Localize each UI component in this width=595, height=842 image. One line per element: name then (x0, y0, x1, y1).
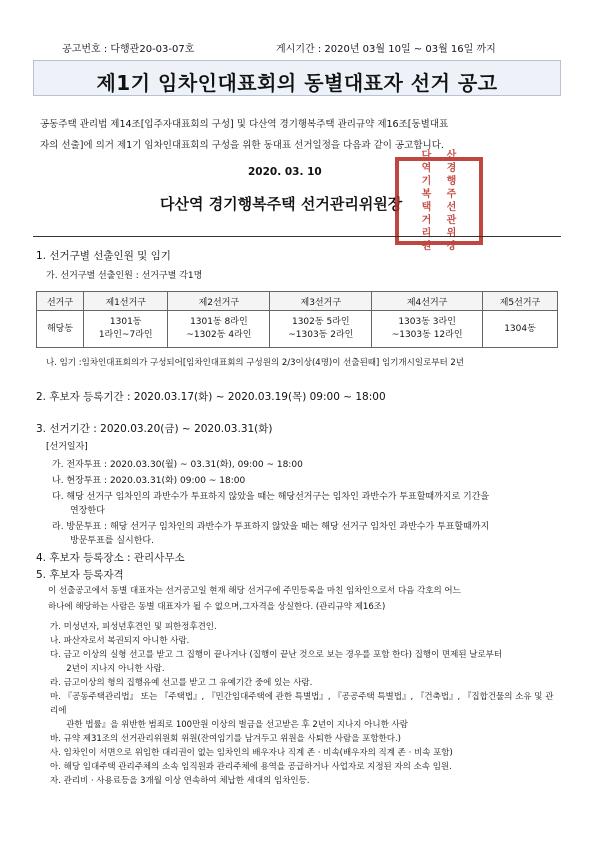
table-header: 제2선거구 (168, 292, 270, 311)
table-header: 제5선거구 (483, 292, 558, 311)
onsite-voting: 나. 현장투표 : 2020.03.31(화) 09:00 ~ 18:00 (52, 476, 246, 486)
list-item: 가. 미성년자, 피성년후견인 및 피한정후견인. (50, 622, 217, 632)
section-2-title: 2. 후보자 등록기간 : 2020.03.17(화) ~ 2020.03.19(목) 09:00 ~ 18:00 (36, 391, 386, 403)
section-3-title: 3. 선거기간 : 2020.03.20(금) ~ 2020.03.31(화) (36, 423, 273, 435)
table-header-row (37, 292, 558, 311)
cell-line: 1302동 5라인 (291, 317, 350, 327)
seal-char: 주 (446, 189, 457, 200)
electronic-voting: 가. 전자투표 : 2020.03.30(월) ~ 03.31(화), 09:00 ~ 18:00 (52, 460, 303, 470)
seal-char: 역 (421, 163, 432, 174)
section-4-title: 4. 후보자 등록장소 : 관리사무소 (36, 552, 185, 564)
qualification-para-1: 이 선출공고에서 동별 대표자는 선거공고일 현재 해당 선거구에 주민등록을 마친 임차인으로서 다음 각호의 어느 (48, 586, 461, 596)
list-item: 라. 금고이상의 형의 집행유예 선고를 받고 그 유예기간 중에 있는 사람. (50, 678, 313, 688)
divider (33, 236, 561, 237)
table-cell (270, 311, 372, 348)
cell-line: 1304동 (504, 323, 536, 334)
cell-line: ~1303동 2라인 (288, 330, 354, 340)
title-banner (33, 60, 561, 96)
cell-line: ~1302동 4라인 (186, 330, 252, 340)
section-1-item-na: 나. 임기 :임차인대표회의가 구성되어[임차인대표회의 구성원의 2/3이상(4명)이 선출된때] 임기개시일로부터 2년 (46, 358, 465, 368)
section-1-title: 1. 선거구별 선출인원 및 임기 (36, 250, 171, 262)
list-item: 자. 관리비 · 사용료등을 3개월 이상 연속하여 체납한 세대의 임차인등. (50, 776, 310, 786)
section-5-title: 5. 후보자 등록자격 (36, 569, 124, 581)
seal-char: 택 (421, 202, 432, 213)
notice-number: 공고번호 : 다행관20-03-07호 (62, 44, 195, 55)
seal-char: 산 (446, 150, 457, 161)
cell-line: 1라인~7라인 (98, 330, 153, 340)
cell-line: ~1303동 12라인 (391, 330, 463, 340)
page-title: 제1기 임차인대표회의 동별대표자 선거 공고 (96, 71, 498, 95)
qualification-para-2: 하나에 해당하는 사람은 동별 대표자가 될 수 없으며,그자격을 상실한다. (관리규약 제16조) (48, 602, 386, 612)
seal-char: 위 (446, 228, 457, 239)
list-item: 마. 『공동주택관리법』 또는 『주택법』, 『민간임대주택에 관한 특별법』, 『공공주택 특별법』, 『건축법』, 『집합건물의 소유 및 관리에 (50, 692, 554, 716)
seal-char: 리 (421, 228, 432, 239)
table-cell (84, 311, 168, 348)
seal-char: 행 (446, 176, 457, 187)
extension-rule-line-1: 다. 해당 선거구 임차인의 과반수가 투표하지 않았을 때는 해당선거구는 임차인 과반수가 투표할때까지로 기간을 (52, 492, 490, 502)
election-dates-label: [선거일자] (46, 442, 88, 452)
seal-char: 선 (446, 202, 457, 213)
section-1-item-ga: 가. 선거구별 선출인원 : 선거구별 각1명 (46, 271, 203, 281)
table-row (37, 311, 558, 348)
official-seal (395, 150, 483, 252)
cell-line: 1303동 3라인 (398, 317, 456, 327)
list-item: 다. 금고 이상의 실형 선고를 받고 그 집행이 끝나거나 (집행이 끝난 것으로 보는 경우를 포함 한다) 집행이 면제된 날로부터 (50, 650, 503, 660)
list-item: 바. 규약 제31조의 선거관리위원회 위원(잔여임기를 남겨두고 위원을 사퇴한 사람을 포함한다.) (50, 734, 401, 744)
row-label: 해당동 (37, 311, 84, 348)
visit-voting-line-2: 방문투표를 실시한다. (70, 536, 154, 546)
cell-line: 1301동 (109, 317, 142, 327)
seal-char: 장 (446, 241, 457, 252)
intro-line-2: 자의 선출]에 의거 제1기 임차인대표회의 구성을 위한 동대표 선거일정을 다음과 같이 공고합니다. (40, 140, 444, 151)
list-item: 관한 법률』을 위반한 범죄로 100만원 이상의 벌금을 선고받은 후 2년이 지나지 아니한 사람 (50, 720, 408, 730)
list-item: 나. 파산자로서 복권되지 아니한 사람. (50, 636, 190, 646)
list-item: 사. 임차인이 서면으로 위임한 대리권이 없는 임차인의 배우자나 직계 존 · 비속(배우자의 직계 존 · 비속 포함) (50, 748, 453, 758)
list-item: 2년이 지나지 아니한 사람. (50, 664, 165, 674)
seal-char: 다 (421, 150, 432, 161)
table-header: 선거구 (37, 292, 84, 311)
table-header: 제4선거구 (372, 292, 483, 311)
cell-line: 1301동 8라인 (190, 317, 248, 327)
intro-line-1: 공동주택 관리법 제14조[입주자대표회의 구성] 및 다산역 경기행복주택 관리규약 제16조[동별대표 (40, 119, 449, 130)
extension-rule-line-2: 연장한다 (70, 506, 105, 516)
table-cell (483, 311, 558, 348)
seal-char: 경 (446, 163, 457, 174)
seal-char: 기 (421, 176, 432, 187)
seal-char: 관 (446, 215, 457, 226)
notice-date: 2020. 03. 10 (248, 166, 322, 178)
list-item: 아. 해당 임대주택 관리주체의 소속 임직원과 관리주체에 용역을 공급하거나 사업자로 지정된 자의 소속 임원. (50, 762, 452, 772)
table-cell (372, 311, 483, 348)
district-table (36, 291, 558, 348)
visit-voting-line-1: 라. 방문투표 : 해당 선거구 임차인의 과반수가 투표하지 않았을 때는 해당 선거구 임차인 과반수가 투표할때까지 (52, 522, 490, 532)
table-header: 제3선거구 (270, 292, 372, 311)
posting-period: 게시기간 : 2020년 03월 10일 ~ 03월 16일 까지 (276, 44, 496, 55)
disqualification-list (50, 620, 560, 788)
table-header: 제1선거구 (84, 292, 168, 311)
committee-name: 다산역 경기행복주택 선거관리위원장 (160, 195, 403, 213)
seal-char: 거 (421, 215, 432, 226)
table-cell (168, 311, 270, 348)
seal-char: 복 (421, 189, 432, 200)
seal-char: 원 (421, 241, 432, 252)
